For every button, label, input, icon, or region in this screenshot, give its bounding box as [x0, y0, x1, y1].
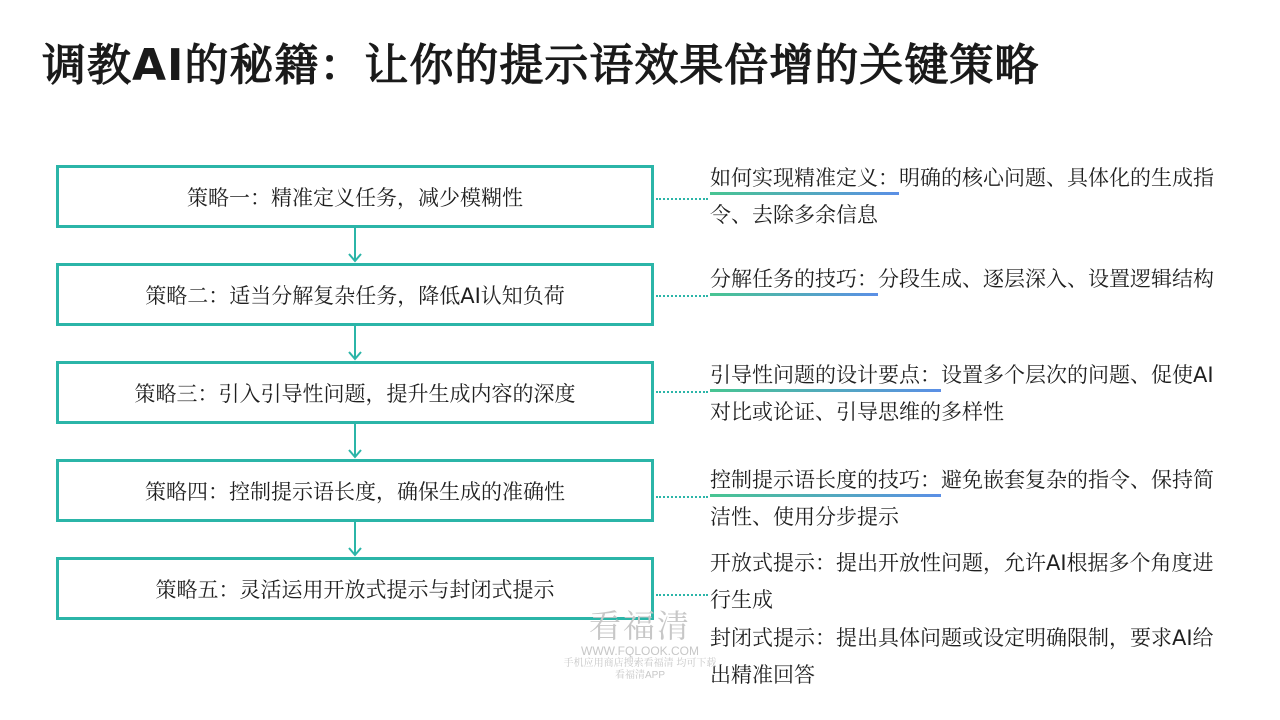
connector-3 [656, 391, 708, 393]
strategy-label-2: 策略二：适当分解复杂任务，降低AI认知负荷 [145, 283, 565, 308]
strategy-desc-5b [710, 620, 1230, 694]
strategy-desc-3 [710, 357, 1230, 431]
strategy-desc-2 [710, 261, 1230, 298]
watermark-text: 手机应用商店搜索看福清 均可下载看福清APP [563, 658, 717, 681]
desc-closed-prompt: 封闭式提示：提出具体问题或设定明确限制，要求AI给出精准回答 [710, 626, 1214, 687]
strategy-label-3: 策略三：引入引导性问题，提升生成内容的深度 [134, 381, 576, 406]
desc-heading-2: 分解任务的技巧： [710, 267, 878, 291]
connector-1 [656, 198, 708, 200]
watermark-logo: 看福清 [588, 608, 691, 644]
desc-heading-4: 控制提示语长度的技巧： [710, 468, 941, 492]
strategy-desc-5a [710, 545, 1230, 619]
strategy-label-1: 策略一：精准定义任务，减少模糊性 [187, 185, 523, 210]
watermark [560, 608, 720, 682]
desc-underline-3 [710, 389, 941, 392]
desc-heading-1: 如何实现精准定义： [710, 166, 899, 190]
desc-body-1: 明确的核心问题、具体化的生成指令、去除多余信息 [710, 166, 1214, 227]
strategy-desc-1 [710, 160, 1230, 234]
desc-body-4: 避免嵌套复杂的指令、保持简洁性、使用分步提示 [710, 468, 1214, 529]
desc-underline-4 [710, 494, 941, 497]
connector-2 [656, 295, 708, 297]
strategy-label-5: 策略五：灵活运用开放式提示与封闭式提示 [155, 577, 555, 602]
desc-body-2: 分段生成、逐层深入、设置逻辑结构 [878, 267, 1214, 291]
desc-heading-3: 引导性问题的设计要点： [710, 363, 941, 387]
connector-4 [656, 496, 708, 498]
desc-underline-1 [710, 192, 899, 195]
watermark-url: WWW.FQLOOK.COM [581, 644, 699, 658]
desc-body-3: 设置多个层次的问题、促使AI对比或论证、引导思维的多样性 [710, 363, 1214, 424]
desc-open-prompt: 开放式提示：提出开放性问题，允许AI根据多个角度进行生成 [710, 551, 1214, 612]
page-title: 调教AI的秘籍：让你的提示语效果倍增的关键策略 [42, 40, 1040, 91]
desc-underline-2 [710, 293, 878, 296]
strategy-label-4: 策略四：控制提示语长度，确保生成的准确性 [145, 479, 565, 504]
strategy-desc-4 [710, 462, 1230, 536]
connector-5 [656, 594, 708, 596]
